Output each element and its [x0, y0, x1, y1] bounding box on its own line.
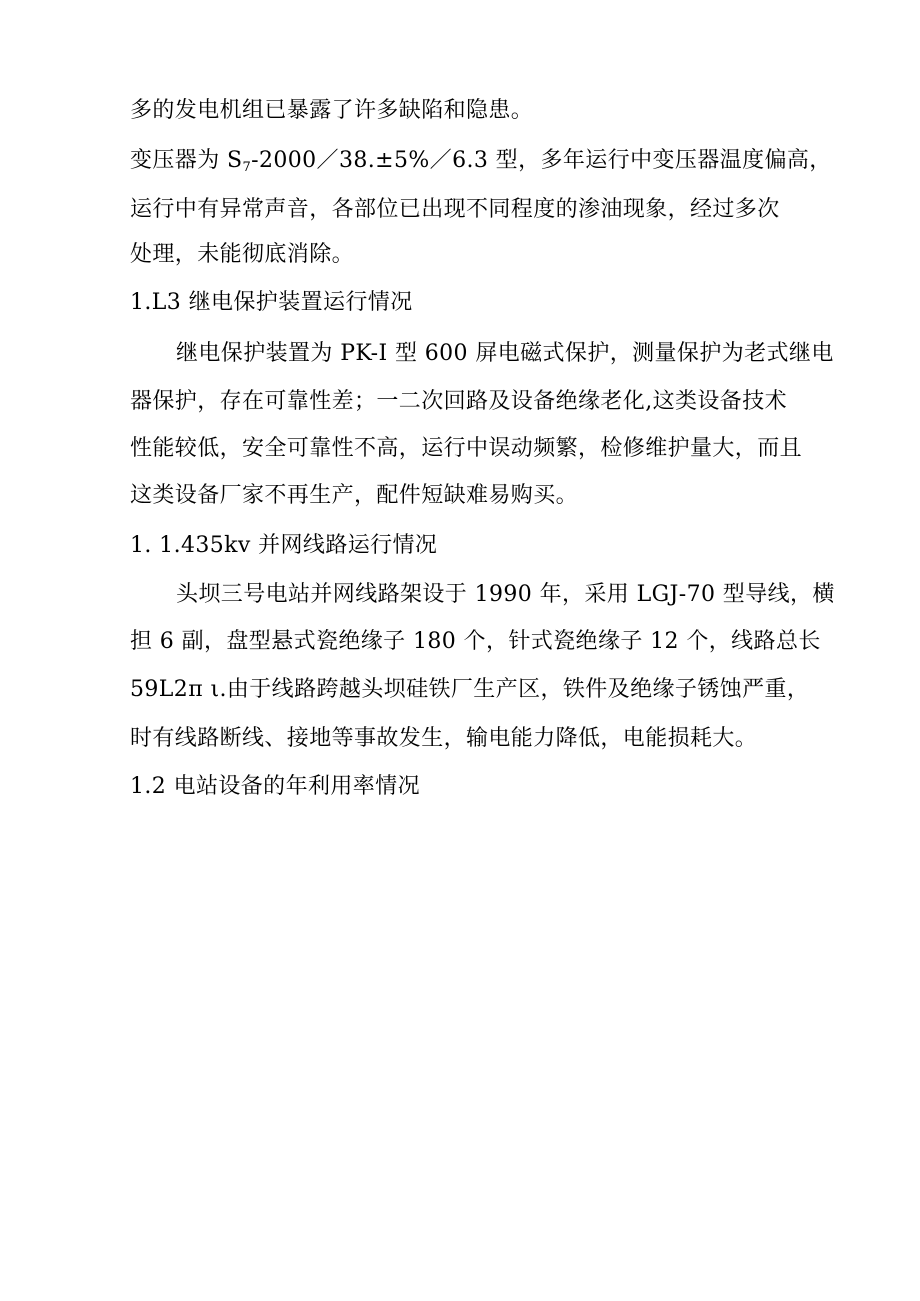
transformer-line-1 — [130, 146, 832, 176]
transformer-suffix: -2000／38.±5%／6.3 型，多年运行中变压器温度偏高， — [251, 148, 832, 173]
grid-line-4: 时有线路断线、接地等事故发生，输电能力降低，电能损耗大。 — [130, 726, 758, 751]
relay-line-1: 继电保护装置为 PK-I 型 600 屏电磁式保护，测量保护为老式继电 — [176, 341, 834, 366]
grid-line-2: 担 6 副，盘型悬式瓷绝缘子 180 个，针式瓷绝缘子 12 个，线路总长 — [130, 629, 821, 654]
section-heading-relay: 1.L3 继电保护装置运行情况 — [130, 290, 413, 315]
grid-line-1: 头坝三号电站并网线路架设于 1990 年，采用 LGJ-70 型导线，横 — [176, 582, 835, 607]
grid-line-3: 59L2π ι.由于线路跨越头坝硅铁厂生产区，铁件及绝缘子锈蚀严重， — [130, 677, 810, 702]
paragraph-line: 多的发电机组已暴露了许多缺陷和隐患。 — [130, 98, 534, 123]
transformer-prefix: 变压器为 S — [130, 148, 243, 173]
transformer-subscript: 7 — [242, 160, 252, 175]
section-heading-utilization: 1.2 电站设备的年利用率情况 — [130, 774, 420, 799]
relay-line-3: 性能较低，安全可靠性不高，运行中误动频繁，检修维护量大，而且 — [130, 436, 803, 461]
relay-line-4: 这类设备厂家不再生产，配件短缺难易购买。 — [130, 483, 579, 508]
transformer-line-3: 处理，未能彻底消除。 — [130, 242, 355, 267]
relay-line-2: 器保护，存在可靠性差；一二次回路及设备绝缘老化,这类设备技术 — [130, 389, 787, 414]
section-heading-line: 1. 1.435kv 并网线路运行情况 — [130, 533, 438, 558]
transformer-line-2: 运行中有异常声音，各部位已出现不同程度的渗油现象，经过多次 — [130, 197, 780, 222]
